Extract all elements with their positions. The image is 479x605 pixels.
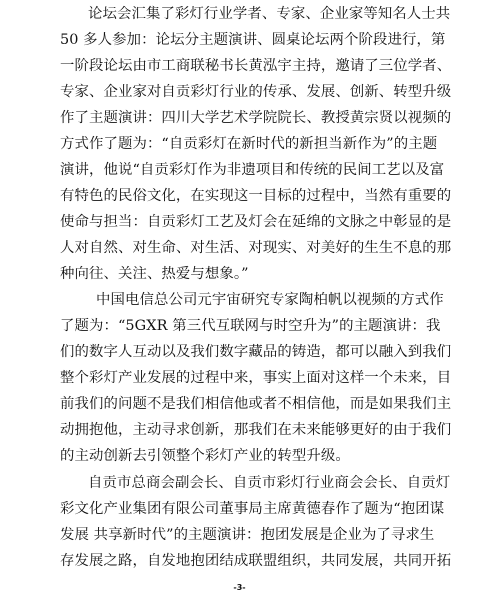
text-line: 中国电信总公司元宇宙研究专家陶柏帆以视频的方式作 (96, 292, 444, 308)
text-line: 论坛会汇集了彩灯行业学者、专家、企业家等知名人士共 (88, 6, 451, 22)
text-line: 彩文化产业集团有限公司董事局主席黄德春作了题为“抱团谋 (60, 501, 445, 517)
text-line: 了题为：“5GXR 第三代互联网与时空升为”的主题演讲：我 (60, 318, 441, 334)
text-line: 存发展之路，自发地抱团结成联盟组织，共同发展，共同开拓 (60, 553, 452, 569)
text-line: 50 多人参加：论坛分主题演讲、圆桌论坛两个阶段进行，第 (60, 32, 446, 48)
text-line: 发展 共享新时代”的主题演讲：抱团发展是企业为了寻求生 (60, 527, 435, 543)
text-line: 一阶段论坛由市工商联秘书长黄泓宇主持，邀请了三位学者、 (60, 58, 452, 74)
text-line: 的主动创新去引领整个彩灯产业的转型升级。 (60, 448, 350, 464)
text-line: 前我们的问题不是我们相信他或者不相信他，而是如果我们主 (60, 396, 452, 412)
text-line: 人对自然、对生命、对生活、对现实、对美好的生生不息的那 (60, 240, 452, 256)
text-line: 们的数字人互动以及我们数字藏品的铸造，都可以融入到我们 (60, 344, 452, 360)
text-line: 专家、企业家对自贡彩灯行业的传承、发展、创新、转型升级 (60, 84, 452, 100)
text-line: 整个彩灯产业发展的过程中来，事实上面对这样一个未来，目 (60, 370, 452, 386)
text-line: 作了主题演讲：四川大学艺术学院院长、教授黄宗贤以视频的 (60, 110, 452, 126)
text-line: 种向往、关注、热爱与想象。” (60, 266, 249, 282)
page-number: -3- (233, 583, 246, 592)
text-line: 自贡市总商会副会长、自贡市彩灯行业商会会长、自贡灯 (88, 475, 451, 491)
text-line: 有特色的民俗文化，在实现这一目标的过程中，当然有重要的 (60, 188, 452, 204)
text-line: 使命与担当：自贡彩灯工艺及灯会在延绵的文脉之中彰显的是 (60, 214, 452, 230)
text-line: 演讲，他说“自贡彩灯作为非遗项目和传统的民间工艺以及富 (60, 162, 445, 178)
text-line: 方式作了题为：“自贡彩灯在新时代的新担当新作为”的主题 (60, 136, 438, 152)
text-line: 动拥抱他，主动寻求创新，那我们在未来能够更好的由于我们 (60, 422, 452, 438)
